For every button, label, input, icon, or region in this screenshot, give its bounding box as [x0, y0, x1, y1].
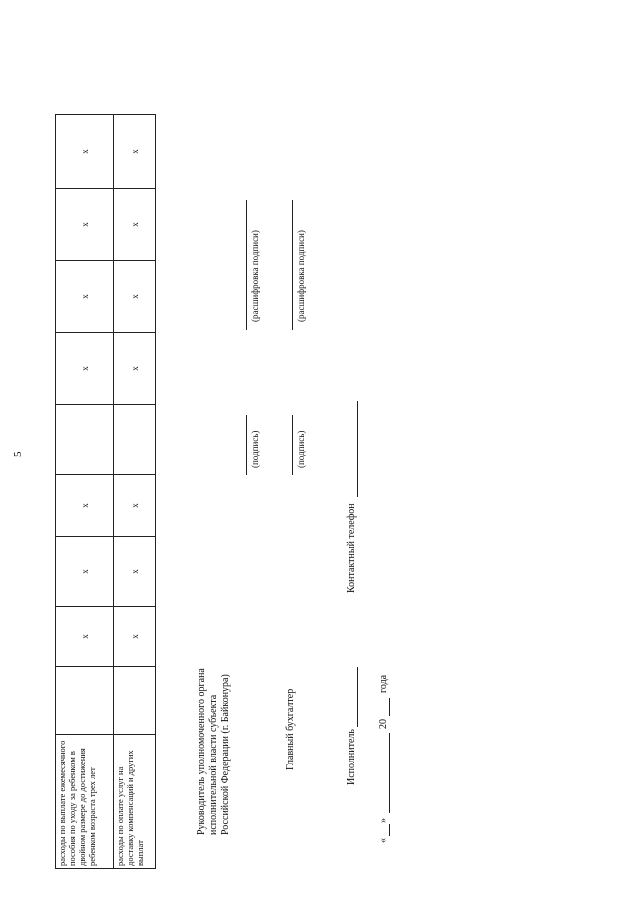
row-label: расходы по выплате ежемесячного пособия по уходу за ребенком в двойном размере до достижения ребенком возраста трех лет — [56, 735, 114, 869]
table-cell: x — [114, 607, 156, 667]
accountant-name-line — [292, 200, 293, 330]
expenses-table — [55, 114, 156, 869]
phone-line — [357, 401, 358, 497]
date-close-quote: » — [378, 818, 389, 823]
table-cell: x — [56, 607, 114, 667]
table-row — [114, 115, 156, 869]
date-year-suffix: года — [378, 674, 389, 693]
table-cell — [56, 405, 114, 475]
table-cell: x — [56, 333, 114, 405]
table-cell: x — [56, 261, 114, 333]
row-label: расходы по оплате услуг на доставку компенсаций и других выплат — [114, 735, 156, 869]
date-open-quote: « — [378, 838, 389, 843]
accountant-name-caption: (расшифровка подписи) — [296, 230, 306, 322]
phone-label: Контактный телефон — [346, 503, 357, 593]
page-number: 5 — [12, 451, 24, 457]
date-day-line — [389, 824, 390, 836]
accountant-signature-line — [292, 415, 293, 475]
table-row — [56, 115, 114, 869]
table-cell — [114, 667, 156, 735]
date-year-line — [389, 698, 390, 716]
table-cell: x — [114, 189, 156, 261]
head-signature-caption: (подпись) — [250, 430, 260, 468]
table-cell: x — [114, 537, 156, 607]
head-signature-line — [246, 415, 247, 475]
table-cell: x — [56, 537, 114, 607]
table-cell: x — [114, 261, 156, 333]
table-cell: x — [114, 115, 156, 189]
date-month-line — [389, 733, 390, 813]
executor-line — [357, 667, 358, 727]
head-name-caption: (расшифровка подписи) — [250, 230, 260, 322]
table-cell — [114, 405, 156, 475]
head-name-line — [246, 200, 247, 330]
accountant-signature-caption: (подпись) — [296, 430, 306, 468]
head-title: Руководитель уполномоченного органа исполнительной власти субъекта Российской Федерации (г. Байконура) — [196, 668, 231, 835]
table-cell: x — [56, 189, 114, 261]
table-cell: x — [114, 333, 156, 405]
date-year-prefix: 20 — [378, 719, 389, 729]
table-cell: x — [56, 475, 114, 537]
table-cell — [56, 667, 114, 735]
accountant-title: Главный бухгалтер — [285, 688, 296, 770]
executor-label: Исполнитель — [346, 729, 357, 785]
table-cell: x — [56, 115, 114, 189]
table-cell: x — [114, 475, 156, 537]
